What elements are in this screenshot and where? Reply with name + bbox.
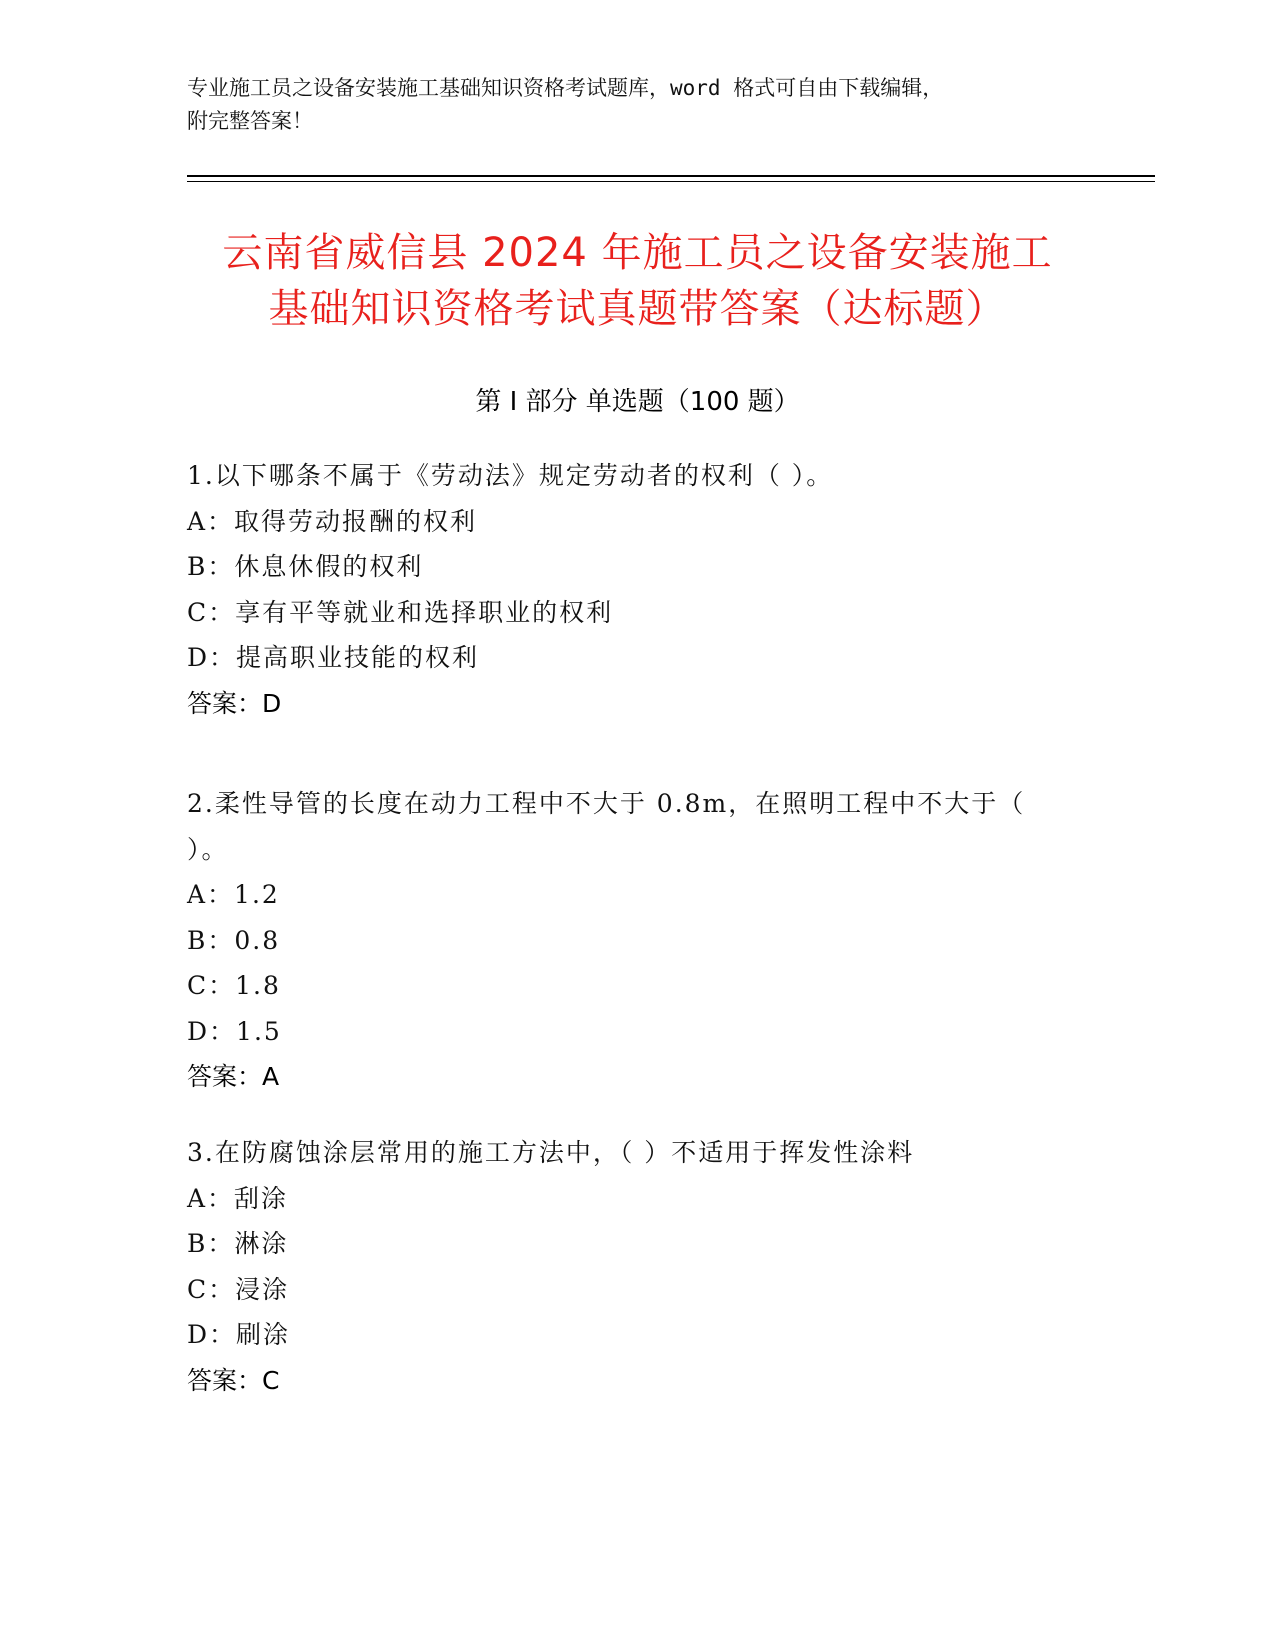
document-title-line-2: 基础知识资格考试真题带答案（达标题） <box>268 286 1007 332</box>
header-note <box>187 72 1087 138</box>
section-heading: 第 I 部分 单选题（100 题） <box>475 387 800 417</box>
option-d: D：提高职业技能的权利 <box>187 643 480 672</box>
option-a: A：刮涂 <box>187 1183 289 1213</box>
answer: 答案：C <box>187 1365 280 1395</box>
header-divider-thin <box>187 181 1155 182</box>
option-b: B：休息休假的权利 <box>187 552 424 581</box>
question-stem-continued: ）。 <box>187 834 229 864</box>
document-title <box>150 225 1125 337</box>
option-b: B：0.8 <box>187 925 281 955</box>
option-c: C：1.8 <box>187 971 281 1000</box>
question-stem: 3.在防腐蚀涂层常用的施工方法中，（ ）不适用于挥发性涂料 <box>187 1138 915 1167</box>
option-c: C：享有平等就业和选择职业的权利 <box>187 597 614 627</box>
document-title-line-1: 云南省威信县 2024 年施工员之设备安装施工 <box>222 230 1053 276</box>
option-b: B：淋涂 <box>187 1229 289 1258</box>
option-d: D：刷涂 <box>187 1320 291 1349</box>
option-c: C：浸涂 <box>187 1274 290 1304</box>
answer: 答案：A <box>187 1062 280 1091</box>
question-2 <box>187 781 1087 1100</box>
question-1 <box>187 453 1087 726</box>
option-d: D：1.5 <box>187 1016 282 1046</box>
question-3 <box>187 1130 1087 1403</box>
header-divider-thick <box>187 175 1155 177</box>
question-stem: 2.柔性导管的长度在动力工程中不大于 0.8m，在照明工程中不大于（ <box>187 789 1026 818</box>
question-stem: 1.以下哪条不属于《劳动法》规定劳动者的权利（ ）。 <box>187 461 834 490</box>
header-note-line-2: 附完整答案！ <box>187 109 313 133</box>
header-note-line-1: 专业施工员之设备安装施工基础知识资格考试题库，word 格式可自由下载编辑， <box>187 76 944 100</box>
answer: 答案：D <box>187 688 282 718</box>
option-a: A：1.2 <box>187 880 280 909</box>
option-a: A：取得劳动报酬的权利 <box>187 506 478 536</box>
